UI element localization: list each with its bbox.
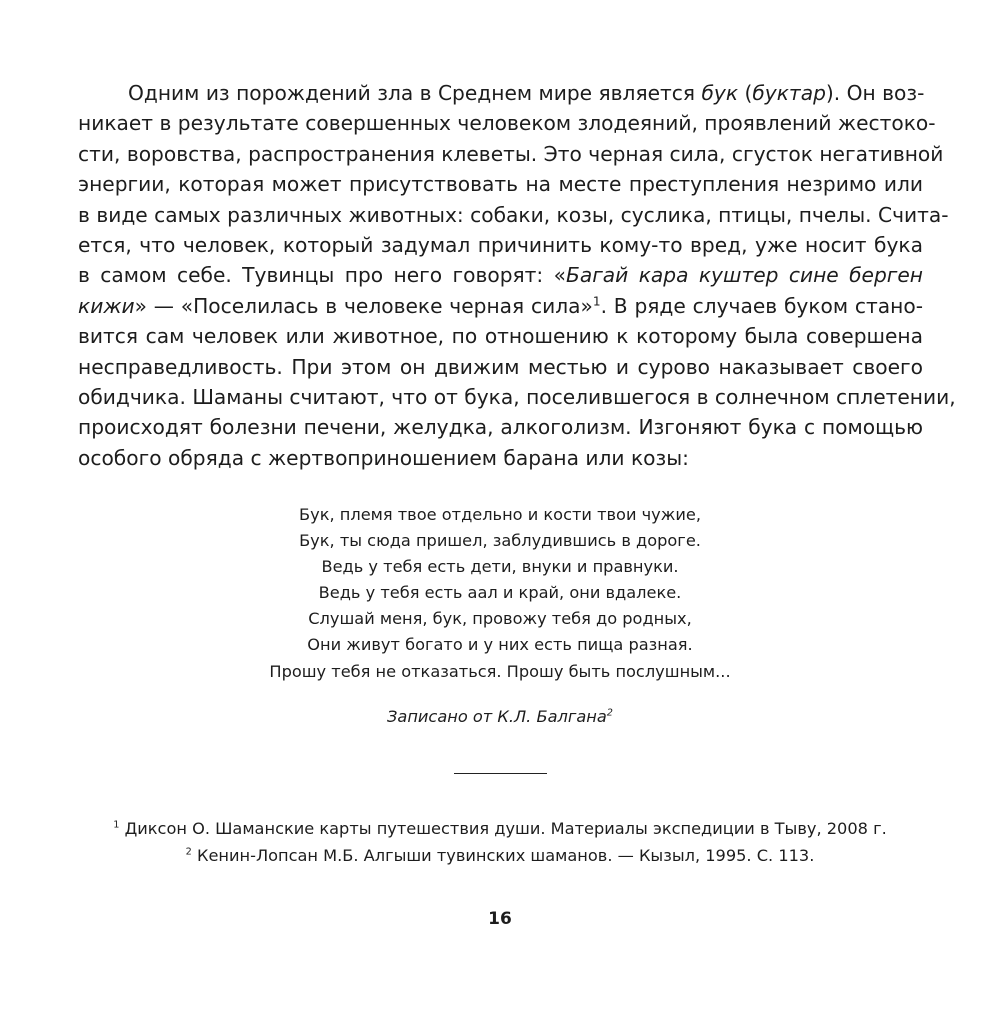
footnote-divider — [454, 773, 547, 774]
paragraph-line: в виде самых различных животных: собаки, козы, суслика, птицы, пчелы. Счита- — [78, 202, 949, 227]
poem-attribution — [0, 704, 1000, 730]
poem-attribution-text: Записано от К.Л. Балгана — [387, 707, 607, 726]
poem-line: Прошу тебя не отказаться. Прошу быть послушным... — [269, 661, 731, 681]
italic-term: Багай кара куштер сине берген — [565, 263, 924, 288]
poem — [0, 502, 1000, 685]
italic-term: буктар — [752, 81, 826, 105]
poem-line: Они живут богато и у них есть пища разная. — [307, 635, 693, 655]
paragraph-line: ется, что человек, который задумал причинить кому-то вред, уже носит бука — [78, 233, 923, 258]
poem-line: Бук, ты сюда пришел, заблудившись в дороге. — [299, 531, 701, 551]
poem-line: Ведь у тебя есть дети, внуки и правнуки. — [321, 557, 679, 577]
paragraph-line: несправедливость. При этом он движим местью и сурово наказывает своего — [78, 354, 923, 379]
footnote-text: Диксон О. Шаманские карты путешествия души. Материалы экспедиции в Тыву, 2008 г. — [124, 819, 887, 838]
footnotes — [0, 815, 1000, 869]
page-number: 16 — [488, 909, 512, 929]
footnote-text: Кенин-Лопсан М.Б. Алгыши тувинских шаманов. — Кызыл, 1995. С. 113. — [196, 846, 815, 865]
footnote-marker: 1 — [113, 819, 120, 831]
footnote-marker: 2 — [185, 846, 192, 858]
paragraph-line: особого обряда с жертвоприношением барана или козы: — [78, 445, 689, 470]
italic-term: бук — [701, 81, 739, 105]
paragraph-line: вится сам человек или животное, по отношению к которому была совершена — [78, 324, 923, 349]
footnote-1 — [0, 815, 1000, 842]
paragraph-line: обидчика. Шаманы считают, что от бука, поселившегося в солнечном сплетении, — [78, 385, 956, 410]
footnote-2 — [0, 842, 1000, 869]
italic-term: кижи — [78, 293, 135, 318]
main-paragraph — [78, 78, 956, 473]
paragraph-line: энергии, которая может присутствовать на месте преступления незримо или — [78, 172, 923, 197]
paragraph-line: никает в результате совершенных человеком злодеяний, проявлений жестоко- — [78, 111, 936, 136]
paragraph-line: происходят болезни печени, желудка, алкоголизм. Изгоняют бука с помощью — [78, 415, 923, 440]
paragraph-line: Одним из порождений зла в Среднем мире является бук (буктар). Он воз- — [128, 81, 925, 105]
poem-line: Ведь у тебя есть аал и край, они вдалеке. — [318, 583, 682, 603]
footnote-ref: 1 — [592, 294, 601, 309]
poem-line: Бук, племя твое отдельно и кости твои чужие, — [299, 505, 701, 524]
paragraph-line: кижи» — «Поселилась в человеке черная сила»$^1$. В ряде случаев буком стано- — [78, 293, 923, 318]
paragraph-line: в самом себе. Тувинцы про него говорят: «Багай кара куштер сине берген — [78, 263, 924, 288]
poem-line: Слушай меня, бук, провожу тебя до родных, — [308, 609, 692, 629]
paragraph-line: сти, воровства, распространения клеветы. Это черная сила, сгусток негативной — [78, 141, 944, 166]
footnote-ref-2: 2 — [606, 707, 613, 719]
